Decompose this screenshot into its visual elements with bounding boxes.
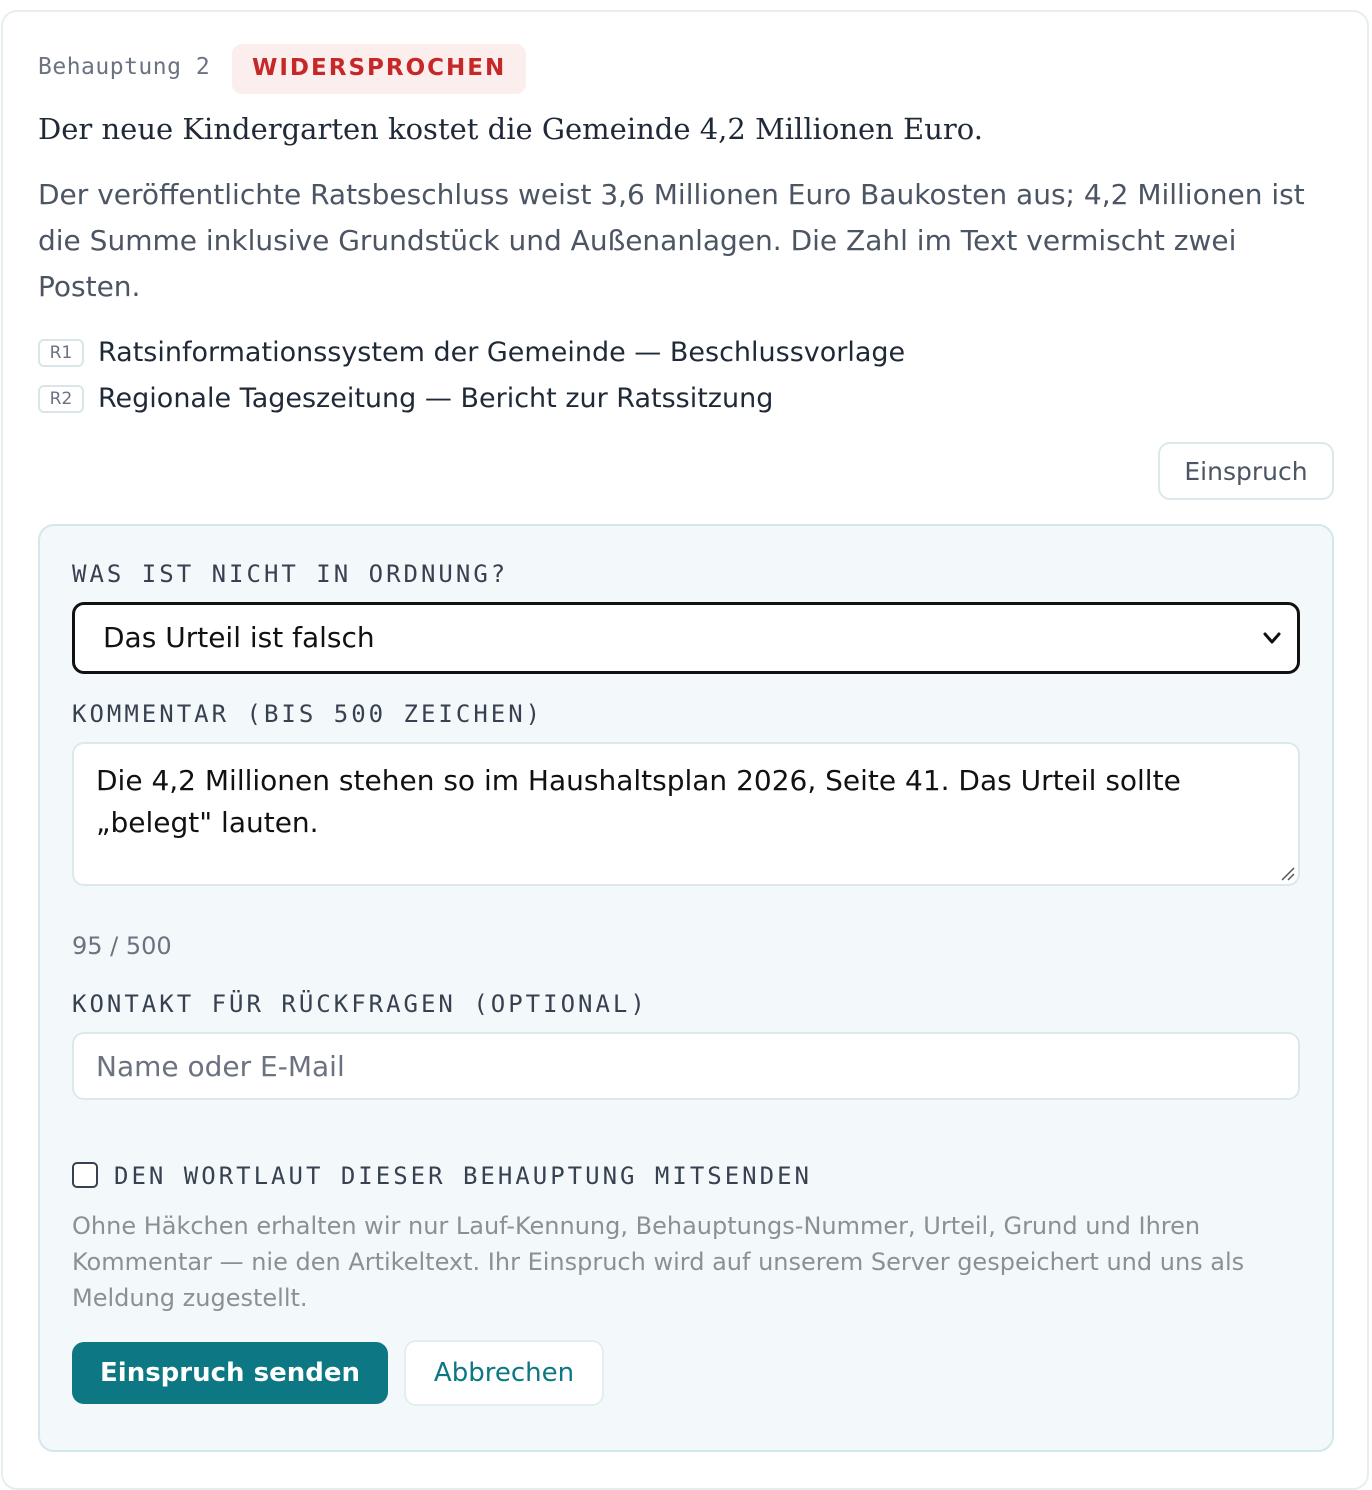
comment-text: Die 4,2 Millionen stehen so im Haushaltsplan 2026, Seite 41. Das Urteil sollte „belegt" lauten. xyxy=(96,764,1181,839)
resize-handle-icon[interactable] xyxy=(1278,864,1296,882)
contact-input[interactable] xyxy=(72,1032,1300,1100)
contact-label: KONTAKT FÜR RÜCKFRAGEN (OPTIONAL) xyxy=(72,990,648,1018)
claim-text: Der neue Kindergarten kostet die Gemeinde 4,2 Millionen Euro. xyxy=(38,112,983,146)
privacy-hint: Ohne Häkchen erhalten wir nur Lauf-Kennung, Behauptungs-Nummer, Urteil, Grund und Ihren Kommentar — nie den Artikeltext. Ihr Einspruch wird auf unserem Server gespeichert und uns als Meldung zugestellt. xyxy=(72,1212,1245,1312)
source-tag: R1 xyxy=(38,339,84,367)
claim-label: Behauptung 2 xyxy=(38,54,211,80)
cancel-button[interactable]: Abbrechen xyxy=(404,1340,604,1406)
source-text: Ratsinformationssystem der Gemeinde — Beschlussvorlage xyxy=(98,337,906,368)
claim-explanation: Der veröffentlichte Ratsbeschluss weist 3,6 Millionen Euro Baukosten aus; 4,2 Millionen ist die Summe inklusive Grundstück und Außenanlagen. Die Zahl im Text vermischt zwei Posten. xyxy=(38,178,1305,303)
einspruch-button[interactable]: Einspruch xyxy=(1158,442,1334,500)
problem-select-value: Das Urteil ist falsch xyxy=(103,621,375,654)
source-text: Regionale Tageszeitung — Bericht zur Ratssitzung xyxy=(98,383,774,414)
verdict-badge: WIDERSPROCHEN xyxy=(232,44,526,94)
submit-objection-button[interactable]: Einspruch senden xyxy=(72,1342,388,1404)
source-item xyxy=(38,337,905,368)
problem-label: WAS IST NICHT IN ORDNUNG? xyxy=(72,560,509,588)
include-wording-checkbox[interactable] xyxy=(72,1162,98,1188)
problem-select[interactable] xyxy=(72,602,1300,674)
chevron-down-icon xyxy=(1261,627,1283,649)
char-counter: 95 / 500 xyxy=(72,932,172,960)
checkbox-label[interactable]: DEN WORTLAUT DIESER BEHAUPTUNG MITSENDEN xyxy=(114,1162,812,1190)
source-tag: R2 xyxy=(38,385,84,413)
comment-label: KOMMENTAR (BIS 500 ZEICHEN) xyxy=(72,700,544,728)
source-item xyxy=(38,383,773,414)
comment-textarea[interactable] xyxy=(72,742,1300,886)
